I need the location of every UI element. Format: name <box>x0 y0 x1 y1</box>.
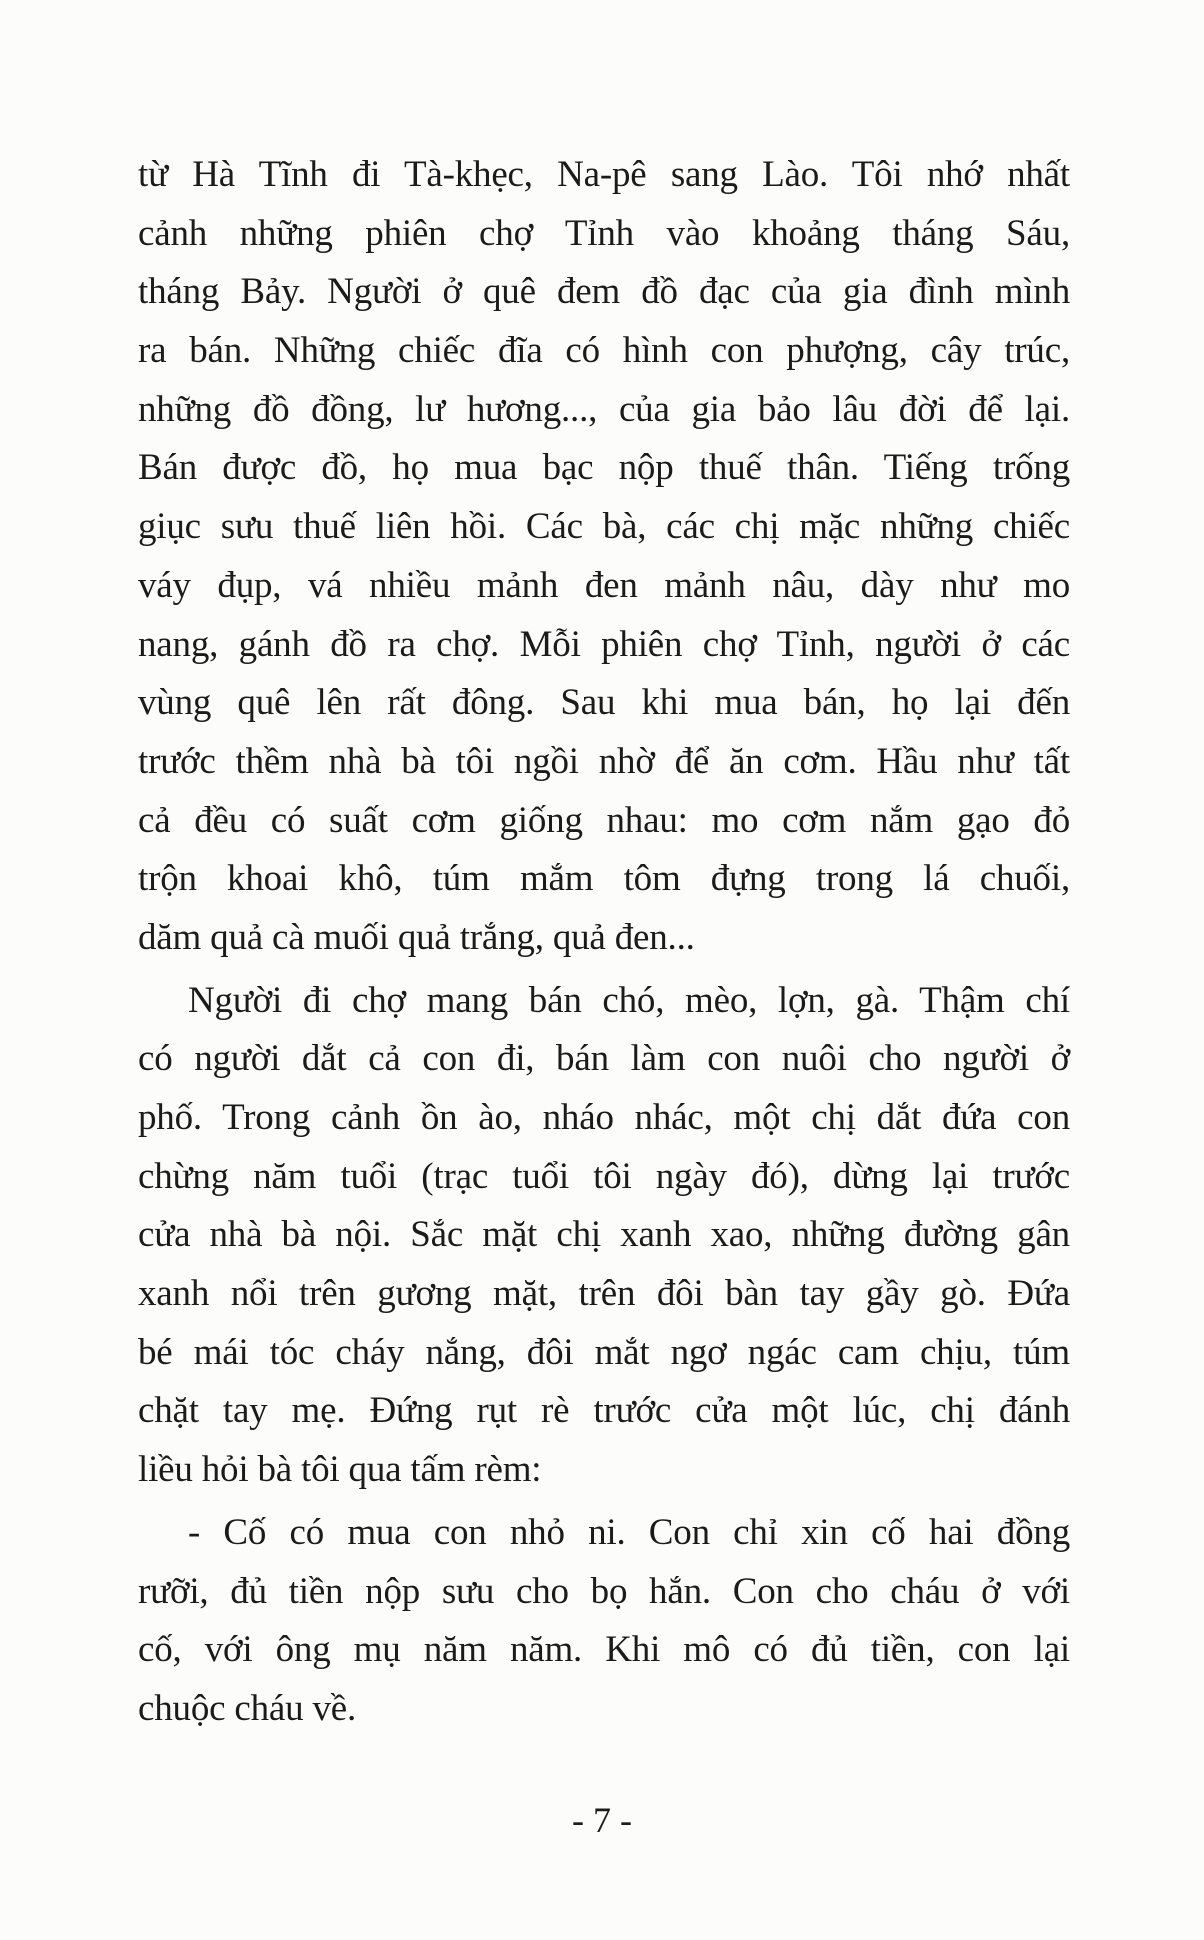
page-number: - 7 - <box>572 1800 632 1840</box>
paragraph <box>138 1504 1070 1739</box>
text-line: những đồ đồng, lư hương..., của gia bảo lâu đời để lại. <box>138 388 1070 430</box>
text-line: trước thềm nhà bà tôi ngồi nhờ để ăn cơm. Hầu như tất <box>138 740 1070 782</box>
paragraph <box>138 146 1070 968</box>
text-line: xanh nổi trên gương mặt, trên đôi bàn tay gầy gò. Đứa <box>138 1273 1070 1315</box>
text-line: có người dắt cả con đi, bán làm con nuôi cho người ở <box>138 1038 1070 1080</box>
text-line: bé mái tóc cháy nắng, đôi mắt ngơ ngác cam chịu, túm <box>138 1331 1070 1373</box>
text-line: trộn khoai khô, túm mắm tôm đựng trong lá chuối, <box>138 858 1070 900</box>
text-line: ra bán. Những chiếc đĩa có hình con phượng, cây trúc, <box>138 330 1070 372</box>
page-body <box>138 146 1070 1739</box>
text-line: rưỡi, đủ tiền nộp sưu cho bọ hắn. Con cho cháu ở với <box>138 1570 1070 1612</box>
text-line: giục sưu thuế liên hồi. Các bà, các chị mặc những chiếc <box>138 506 1070 548</box>
text-line: tháng Bảy. Người ở quê đem đồ đạc của gia đình mình <box>138 271 1070 313</box>
text-line: chừng năm tuổi (trạc tuổi tôi ngày đó), dừng lại trước <box>138 1155 1070 1197</box>
text-line: Bán được đồ, họ mua bạc nộp thuế thân. Tiếng trống <box>138 447 1070 489</box>
text-line: liều hỏi bà tôi qua tấm rèm: <box>138 1449 542 1491</box>
text-line: chặt tay mẹ. Đứng rụt rè trước cửa một lúc, chị đánh <box>138 1390 1070 1432</box>
text-line: - Cố có mua con nhỏ ni. Con chỉ xin cố hai đồng <box>188 1511 1070 1553</box>
text-line: phố. Trong cảnh ồn ào, nháo nhác, một chị dắt đứa con <box>138 1097 1070 1138</box>
text-line: cảnh những phiên chợ Tỉnh vào khoảng tháng Sáu, <box>138 212 1070 254</box>
text-line: cố, với ông mụ năm năm. Khi mô có đủ tiền, con lại <box>138 1629 1070 1671</box>
text-line: Người đi chợ mang bán chó, mèo, lợn, gà. Thậm chí <box>188 979 1070 1021</box>
text-line: vùng quê lên rất đông. Sau khi mua bán, họ lại đến <box>138 682 1070 724</box>
text-line: cửa nhà bà nội. Sắc mặt chị xanh xao, những đường gân <box>138 1214 1070 1256</box>
text-line: chuộc cháu về. <box>138 1687 357 1729</box>
text-line: váy đụp, vá nhiều mảnh đen mảnh nâu, dày như mo <box>138 564 1070 606</box>
text-line: dăm quả cà muối quả trắng, quả đen... <box>138 916 695 958</box>
text-line: nang, gánh đồ ra chợ. Mỗi phiên chợ Tỉnh, người ở các <box>138 623 1070 665</box>
text-line: từ Hà Tĩnh đi Tà-khẹc, Na-pê sang Lào. Tôi nhớ nhất <box>138 154 1070 195</box>
text-line: cả đều có suất cơm giống nhau: mo cơm nắm gạo đỏ <box>138 799 1070 841</box>
paragraph <box>138 972 1070 1500</box>
